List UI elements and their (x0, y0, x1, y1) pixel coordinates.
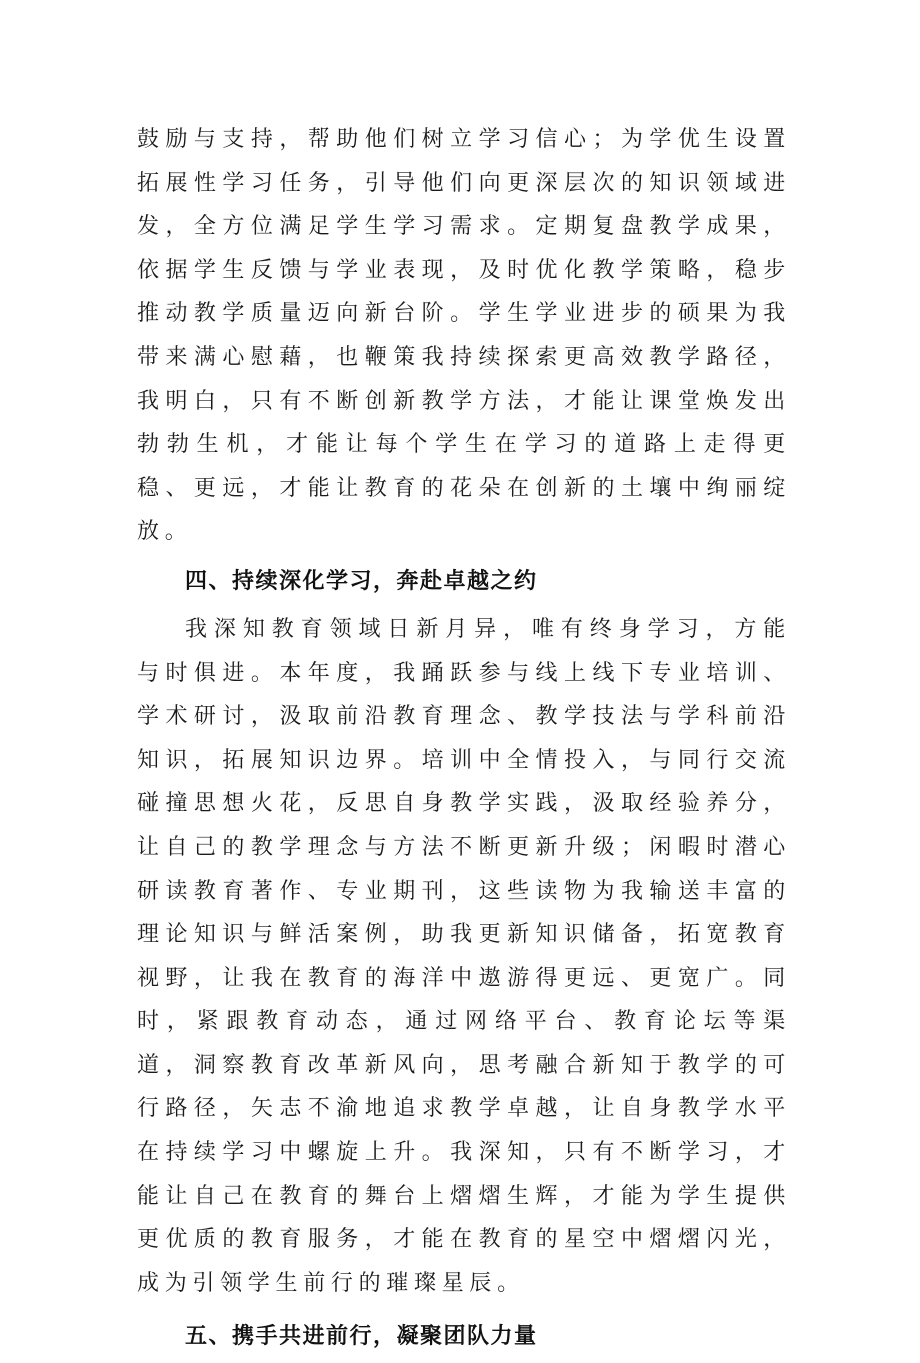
paragraph-continued: 鼓励与支持，帮助他们树立学习信心；为学优生设置拓展性学习任务，引导他们向更深层次的知识领域进发，全方位满足学生学习需求。定期复盘教学成果，依据学生反馈与学业表现，及时优化教学策略，稳步推动教学质量迈向新台阶。学生学业进步的硕果为我带来满心慰藉，也鞭策我持续探索更高效教学路径，我明白，只有不断创新教学方法，才能让课堂焕发出勃勃生机，才能让每个学生在学习的道路上走得更稳、更远，才能让教育的花朵在创新的土壤中绚丽绽放。 (137, 127, 791, 545)
section-heading-5: 五、携手共进前行，凝聚团队力量 (185, 1324, 538, 1350)
paragraph-section-4: 我深知教育领域日新月异，唯有终身学习，方能与时俱进。本年度，我踊跃参与线上线下专业培训、学术研讨，汲取前沿教育理念、教学技法与学科前沿知识，拓展知识边界。培训中全情投入，与同行交流碰撞思想火花，反思自身教学实践，汲取经验养分，让自己的教学理念与方法不断更新升级；闲暇时潜心研读教育著作、专业期刊，这些读物为我输送丰富的理论知识与鲜活案例，助我更新知识储备，拓宽教育视野，让我在教育的海洋中遨游得更远、更宽广。同时，紧跟教育动态，通过网络平台、教育论坛等渠道，洞察教育改革新风向，思考融合新知于教学的可行路径，矢志不渝地追求教学卓越，让自身教学水平在持续学习中螺旋上升。我深知，只有不断学习，才能让自己在教育的舞台上熠熠生辉，才能为学生提供更优质的教育服务，才能在教育的星空中熠熠闪光，成为引领学生前行的璀璨星辰。 (137, 616, 791, 1296)
document-body (137, 118, 791, 1363)
section-heading-4: 四、持续深化学习，奔赴卓越之约 (185, 568, 538, 594)
